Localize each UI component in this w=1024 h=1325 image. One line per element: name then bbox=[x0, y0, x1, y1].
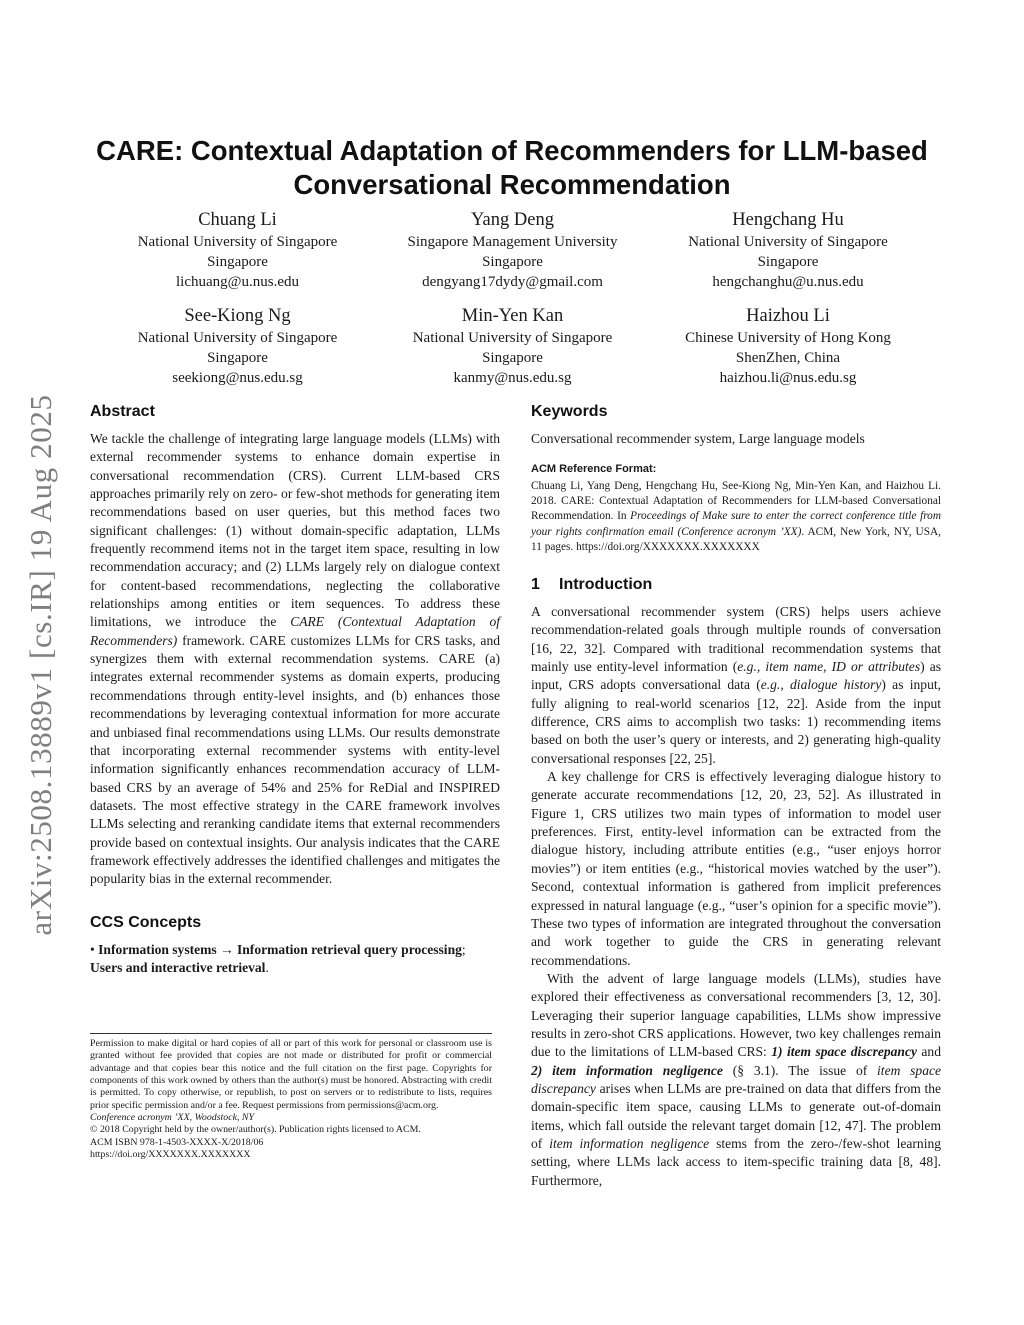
author-location: ShenZhen, China bbox=[735, 350, 841, 366]
author-name: Yang Deng bbox=[471, 210, 554, 230]
paragraph-text: With the advent of large language models (LLMs), studies have explored their effectiveness as conversational recommenders [3, 12, 30]. Leveraging their superior language capabilities, LLMs show impressive results in zero-shot CRS applications. However, two key challenges remain due to the limitations of LLM-based CRS: bbox=[531, 970, 941, 1060]
acm-reference-part: . ACM, New York, NY, USA, 11 pages. https://doi.org/XXXXXXX.XXXXXXX bbox=[531, 525, 941, 553]
author bbox=[650, 208, 926, 292]
paragraph-text: ) as input, CRS adopts conversational data ( bbox=[531, 659, 941, 693]
author-location: Singapore bbox=[482, 350, 543, 366]
title-line-1: CARE: Contextual Adaptation of Recommenders for LLM-based bbox=[96, 135, 928, 166]
author-affiliation: Singapore Management University bbox=[407, 234, 618, 250]
keywords-text: Conversational recommender system, Large language models bbox=[531, 431, 865, 446]
author-affiliation: National University of Singapore bbox=[412, 330, 613, 346]
abstract-text-part: framework. CARE customizes LLMs for CRS tasks, and synergizes them with external recommendation systems. CARE (a) integrates external recommender systems as domain experts, producing recommendations through entity-level insights, and (b) enhances those recommendations by leveraging contextual information for more accurate and unbiased final recommendations using LLMs. Our results demonstrate that incorporating external recommender systems with entity-level information significantly enhances recommendation accuracy of LLM-based CRS by an average of 54% and 25% for ReDial and INSPIRED datasets. The most effective strategy in the CARE framework involves LLMs selecting and reranking candidate items that external recommenders provide based on contextual insights. Our analysis indicates that the CARE framework effectively addresses the identified challenges and mitigates the popularity bias in the external recommender. bbox=[90, 632, 500, 887]
ccs-separator: ; bbox=[461, 941, 466, 957]
author-location: Singapore bbox=[207, 254, 268, 270]
emphasis-text: item space discrepancy bbox=[531, 1062, 942, 1096]
paragraph-text: and bbox=[916, 1044, 941, 1060]
acm-reference-part: Chuang Li, Yang Deng, Hengchang Hu, See-Kiong Ng, Min-Yen Kan, and Haizhou Li. 2018. CARE: Contextual Adaptation of Recommenders for LLM-based Conversational Recommendation. In bbox=[531, 480, 941, 523]
author bbox=[650, 304, 926, 388]
paragraph-text: ) as input, fully aligning to real-world scenarios [12, 22]. Aside from the input difference, CRS aims to accomplish two tasks: 1) recommending items based on both the user’s query or interests, and 2) generating high-quality conversational responses [22, 25]. bbox=[531, 677, 942, 766]
paragraph-text: (§ 3.1). The issue of bbox=[722, 1062, 878, 1078]
author-email: kanmy@nus.edu.sg bbox=[453, 370, 572, 386]
author-email: haizhou.li@nus.edu.sg bbox=[719, 370, 857, 386]
section-number: 1 bbox=[531, 576, 540, 594]
author-affiliation: Chinese University of Hong Kong bbox=[685, 330, 891, 346]
doi-line: https://doi.org/XXXXXXX.XXXXXXX bbox=[90, 1149, 251, 1161]
emphasis-text: 2) item information negligence bbox=[531, 1062, 723, 1078]
paragraph-text: A conversational recommender system (CRS) helps users achieve recommendation-related goals through multiple rounds of conversation [16, 22, 32]. Compared with traditional recommendation systems that mainly use entity-level information ( bbox=[531, 604, 941, 675]
author-block bbox=[100, 208, 926, 388]
author-name: Chuang Li bbox=[198, 210, 277, 230]
intro-paragraph-2 bbox=[531, 768, 941, 970]
author-name: Min-Yen Kan bbox=[461, 306, 564, 326]
author-affiliation: National University of Singapore bbox=[137, 330, 338, 346]
emphasis-text: e.g., dialogue history bbox=[760, 677, 882, 693]
author bbox=[375, 304, 650, 388]
ccs-bullet: • bbox=[90, 941, 95, 957]
intro-paragraph-3 bbox=[531, 970, 941, 1190]
author-name: Haizhou Li bbox=[746, 306, 830, 326]
author-name: Hengchang Hu bbox=[732, 210, 844, 230]
conference-line bbox=[90, 1112, 492, 1124]
introduction-section bbox=[531, 575, 941, 1190]
ccs-end: . bbox=[265, 960, 269, 976]
acm-reference-proceedings: Proceedings of Make sure to enter the correct conference title from your rights confirmation email (Conference acronym ’XX) bbox=[531, 510, 941, 538]
isbn-line: ACM ISBN 978-1-4503-XXXX-X/2018/06 bbox=[90, 1136, 264, 1148]
author bbox=[375, 208, 650, 292]
paragraph-text: stems from the zero-/few-shot learning setting, where LLMs lack access to item-specific training data [8, 48]. Furthermore, bbox=[531, 1135, 942, 1188]
permission-notice: Permission to make digital or hard copies of all or part of this work for personal or classroom use is granted without fee provided that copies are not made or distributed for profit or commercial advantage and that copies bear this notice and the full citation on the first page. Copyrights for components of this work owned by others than the author(s) must be honored. Abstracting with credit is permitted. To copy otherwise, or republish, to post on servers or to redistribute to lists, requires prior specific permission and/or a fee. Request permissions from permissions@acm.org. bbox=[90, 1038, 492, 1111]
acm-reference-text bbox=[531, 479, 941, 555]
abstract-heading: Abstract bbox=[90, 403, 155, 420]
author-location: Singapore bbox=[207, 350, 268, 366]
title-line-2: Conversational Recommendation bbox=[293, 169, 731, 200]
emphasis-text: item information negligence bbox=[549, 1135, 710, 1151]
author-email: dengyang17dydy@gmail.com bbox=[422, 274, 603, 290]
ccs-term: Information systems bbox=[98, 941, 217, 957]
author-affiliation: National University of Singapore bbox=[137, 234, 338, 250]
emphasis-text: e.g., item name, ID or attributes bbox=[737, 659, 921, 675]
ccs-arrow: → bbox=[220, 941, 234, 957]
emphasis-text: 1) item space discrepancy bbox=[771, 1044, 917, 1060]
abstract-framework-name: CARE (Contextual Adaptation of Recommenders) bbox=[90, 614, 501, 648]
author bbox=[100, 304, 375, 388]
copyright-line: © 2018 Copyright held by the owner/author(s). Publication rights licensed to ACM. bbox=[90, 1124, 421, 1136]
introduction-heading bbox=[531, 575, 941, 595]
ccs-term: Information retrieval query processing bbox=[237, 941, 462, 957]
paragraph-text: A key challenge for CRS is effectively leveraging dialogue history to generate accurate recommendations [12, 20, 23, 52]. As illustrated in Figure 1, CRS utilizes two main types of information to model user preferences. First, entity-level information can be extracted from the dialogue history, including attribute entities (e.g., “user enjoys horror movies”) or item entities (e.g., “historical movies watched by the user”). Second, contextual information is gathered from implicit preferences expressed in natural language (e.g., “user’s opinion for a specific movie”). These two types of information are integrated throughout the conversation and work together to guide the CRS in generating relevant recommendations. bbox=[531, 769, 941, 968]
author-affiliation: National University of Singapore bbox=[688, 234, 888, 250]
paragraph-text: arises when LLMs are pre-trained on data that differs from the domain-specific item space, causing LLMs to generate out-of-domain items, which fall outside the relevant target domain [12, 47]. The problem of bbox=[531, 1080, 941, 1151]
author-location: Singapore bbox=[482, 254, 543, 270]
intro-paragraph-1 bbox=[531, 603, 941, 768]
section-title: Introduction bbox=[559, 576, 653, 594]
ccs-concepts bbox=[90, 941, 500, 978]
author-name: See-Kiong Ng bbox=[184, 306, 291, 326]
arxiv-stamp-text: arXiv:2508.13889v1 [cs.IR] 19 Aug 2025 bbox=[23, 393, 58, 936]
ccs-section bbox=[90, 913, 500, 978]
abstract-text-part: We tackle the challenge of integrating large language models (LLMs) with external recommender systems to enhance domain expertise in conversational recommendation (CRS). Current LLM-based CRS approaches primarily rely on zero- or few-shot methods for generating item recommendations based on user queries, but this method faces two significant challenges: (1) without domain-specific adaptation, LLMs frequently recommend items not in the target item space, resulting in low recommendation accuracy; and (2) LLMs largely rely on dialogue context for content-based recommendations, neglecting the collaborative relationships among entities or item sequences. To address these limitations, we introduce the bbox=[90, 431, 500, 630]
ccs-heading: CCS Concepts bbox=[90, 913, 202, 931]
author-location: Singapore bbox=[757, 254, 819, 270]
abstract-text bbox=[90, 430, 500, 889]
author-email: lichuang@u.nus.edu bbox=[176, 274, 299, 290]
keywords-heading: Keywords bbox=[531, 403, 608, 420]
arxiv-stamp bbox=[14, 372, 68, 957]
author-email: seekiong@nus.edu.sg bbox=[172, 370, 303, 386]
paper-title bbox=[60, 134, 964, 202]
conference-name: Conference acronym ’XX, Woodstock, NY bbox=[90, 1112, 255, 1124]
ccs-term: Users and interactive retrieval bbox=[90, 960, 266, 976]
right-column bbox=[531, 402, 941, 1190]
left-column bbox=[90, 402, 500, 978]
copyright-footnote bbox=[90, 1033, 492, 1161]
author bbox=[100, 208, 375, 292]
author-email: hengchanghu@u.nus.edu bbox=[712, 274, 864, 290]
acm-reference-heading: ACM Reference Format: bbox=[531, 463, 657, 475]
